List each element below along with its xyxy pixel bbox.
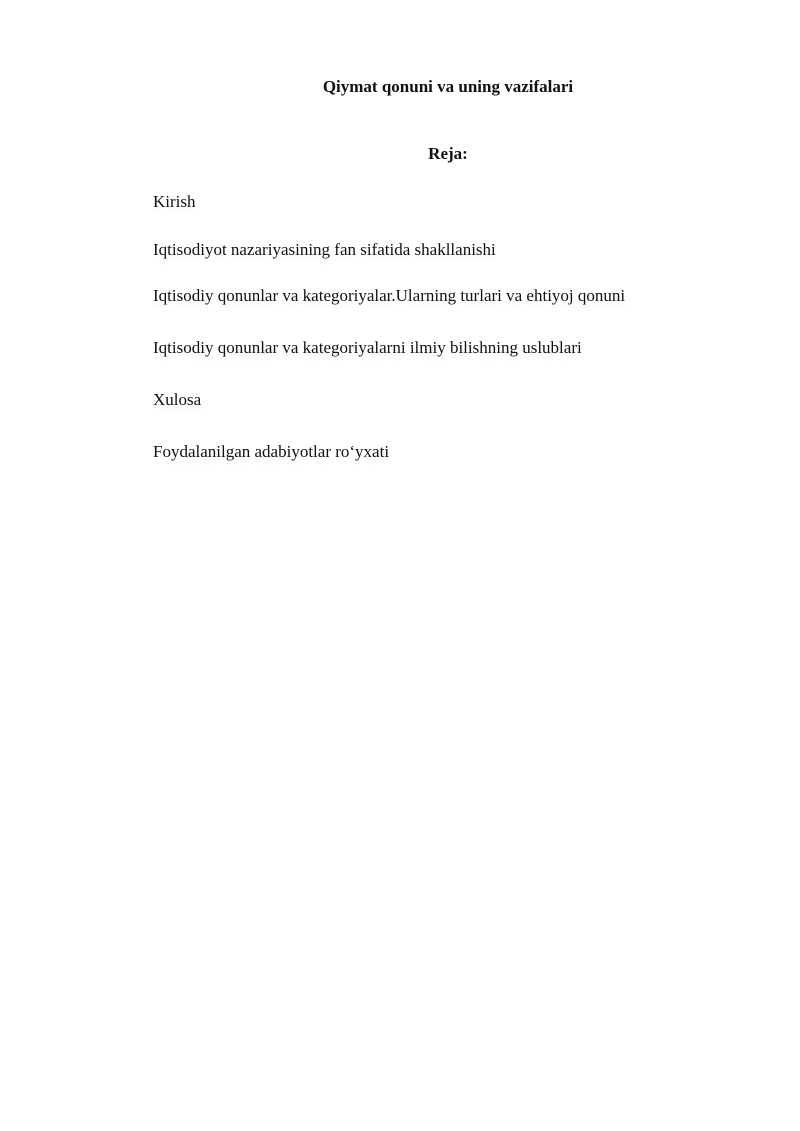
plan-item-introduction: Kirish [153, 192, 196, 211]
plan-item-conclusion: Xulosa [153, 390, 202, 409]
plan-item-scientific-methods: Iqtisodiy qonunlar va kategoriyalarni ilmiy bilishning uslublari [153, 338, 582, 357]
document-title: Qiymat qonuni va uning vazifalari [322, 77, 574, 96]
plan-item-economic-theory-formation: Iqtisodiyot nazariyasining fan sifatida shakllanishi [153, 240, 496, 259]
plan-item-references: Foydalanilgan adabiyotlar ro‘yxati [153, 442, 390, 461]
plan-heading: Reja: [428, 144, 468, 163]
plan-item-economic-laws-categories: Iqtisodiy qonunlar va kategoriyalar.Ularning turlari va ehtiyoj qonuni [153, 286, 626, 305]
